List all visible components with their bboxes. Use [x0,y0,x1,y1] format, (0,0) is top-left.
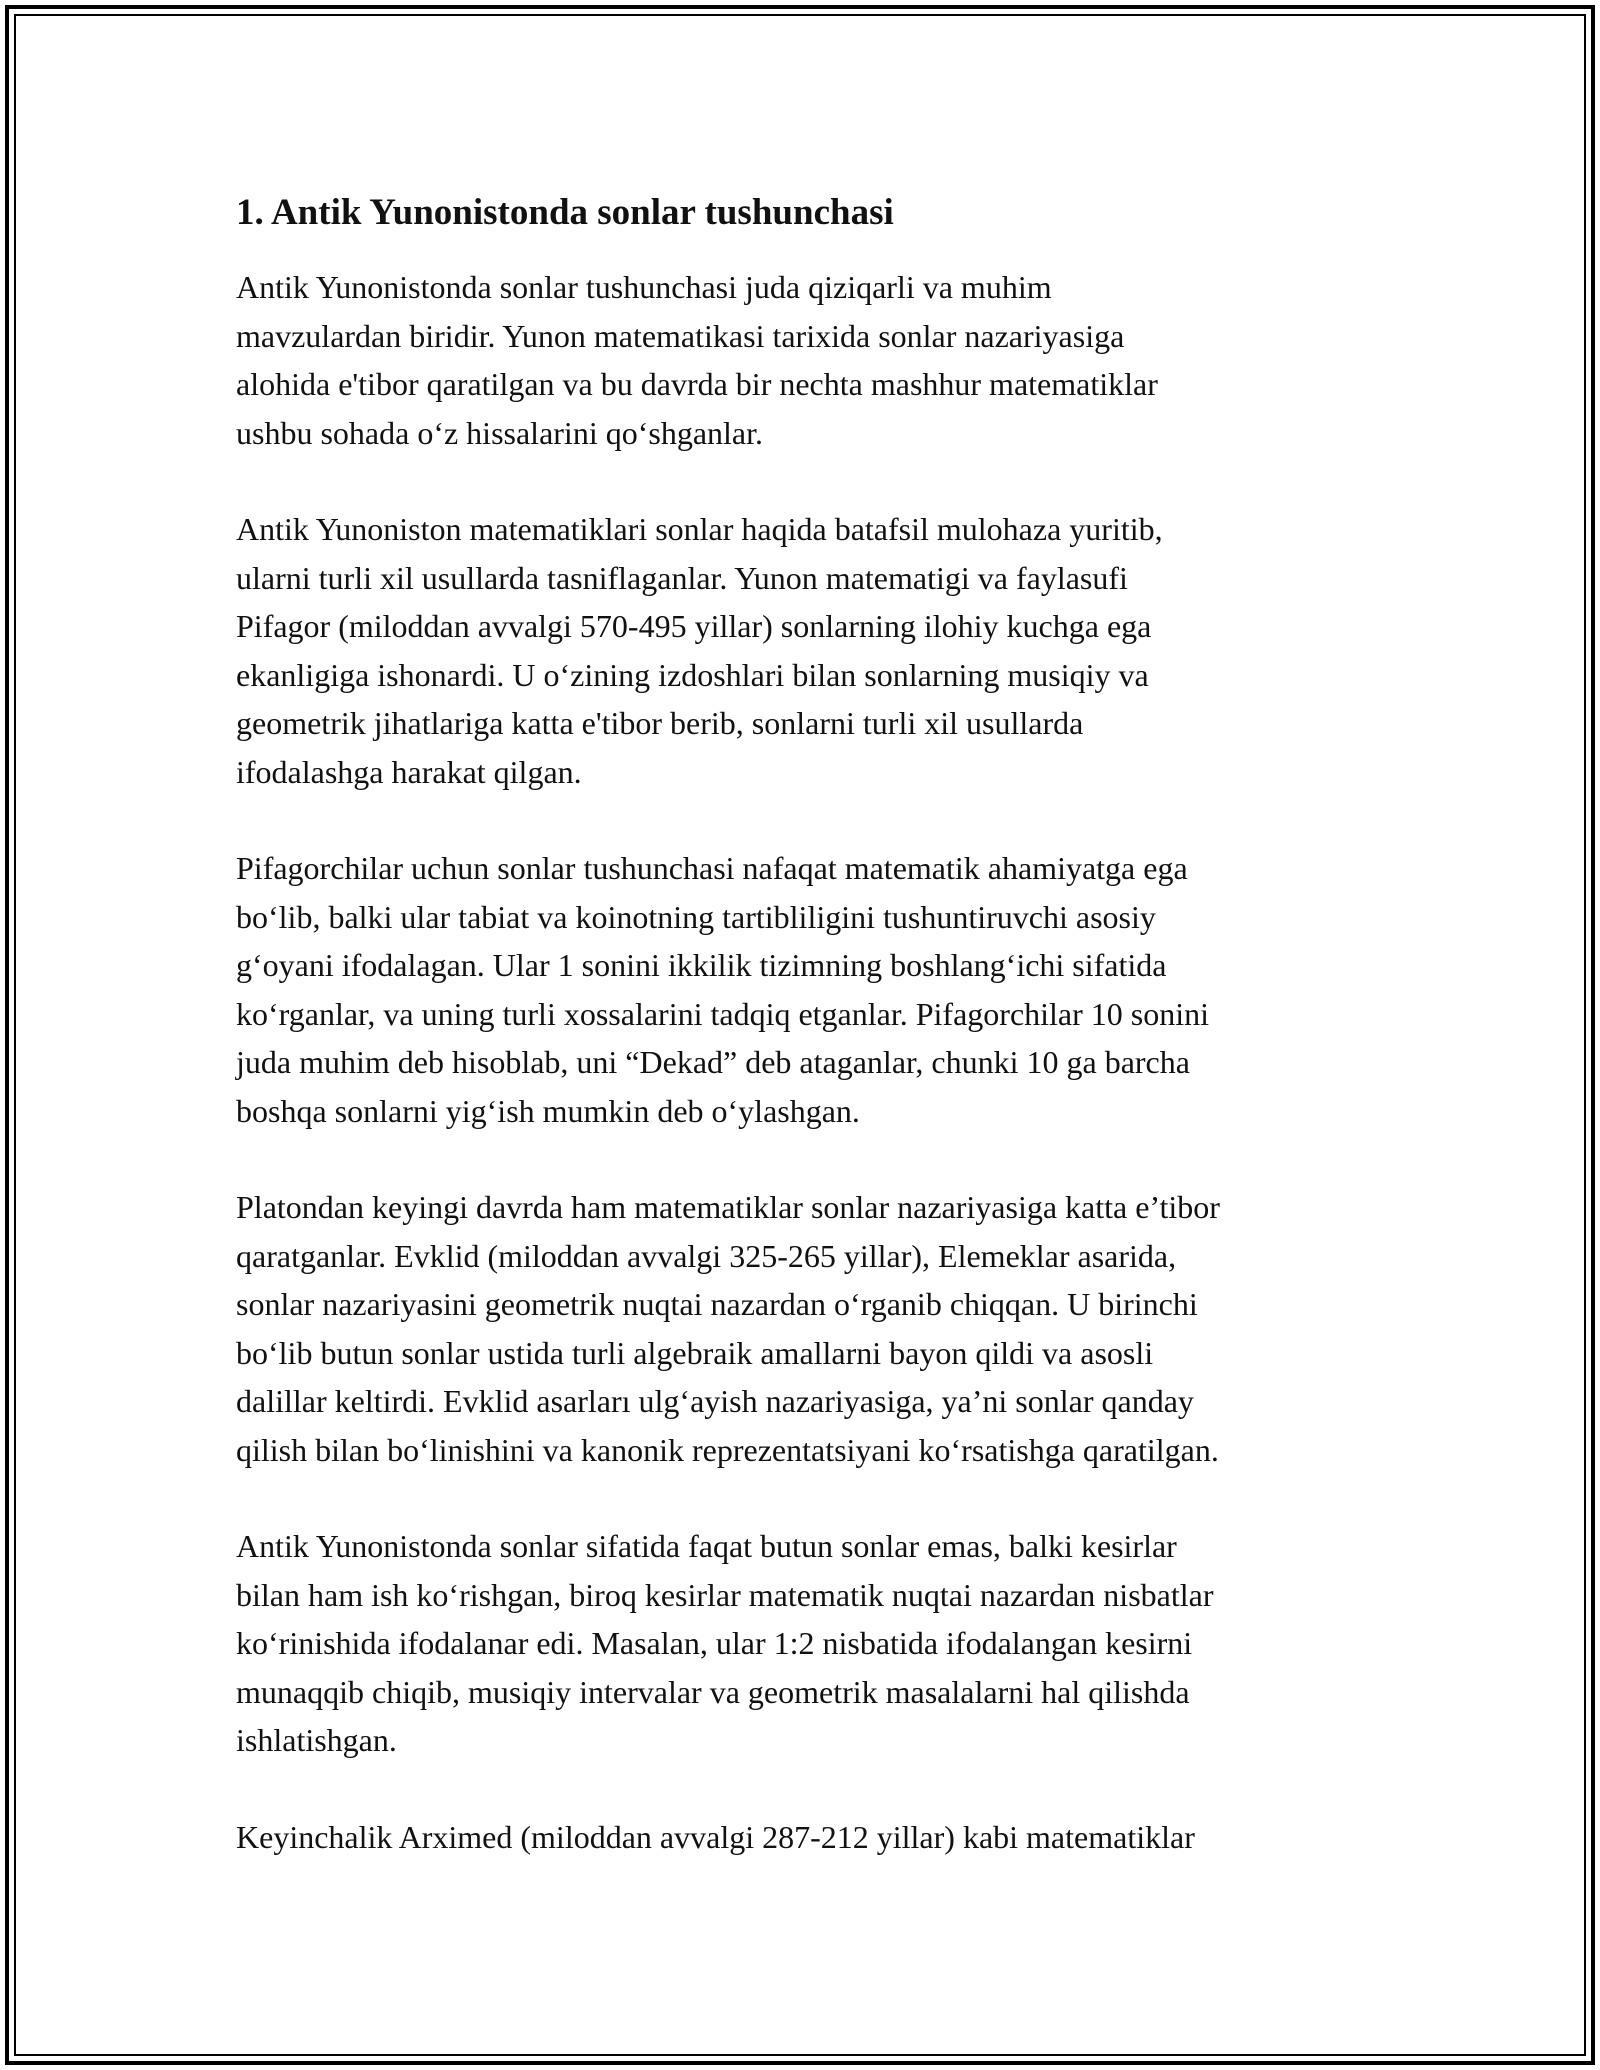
text-line: boshqa sonlarni yig‘ish mumkin deb o‘ylashgan. [236,1092,860,1129]
text-line: ko‘rinishida ifodalanar edi. Masalan, ular 1:2 nisbatida ifodalangan kesirni [236,1625,1193,1661]
text-line: munaqqib chiqib, musiqiy intervalar va geometrik masalalarni hal qilishda [236,1673,1190,1710]
document-title: 1. Antik Yunonistonda sonlar tushunchasi [236,192,894,233]
text-line: Antik Yunoniston matematiklari sonlar haqida batafsil mulohaza yuritib, [236,511,1163,547]
text-line: Pifagor (miloddan avvalgi 570-495 yillar) sonlarning ilohiy kuchga ega [236,608,1152,644]
text-line: alohida e'tibor qaratilgan va bu davrda bir nechta mashhur matematiklar [236,366,1158,402]
text-line: ushbu sohada o‘z hissalarini qo‘shganlar. [236,414,763,451]
text-line: ifodalashga harakat qilgan. [236,753,582,790]
text-line: ishlatishgan. [236,1722,397,1758]
text-line: qilish bilan bo‘linishini va kanonik reprezentatsiyani ko‘rsatishga qaratilgan. [236,1431,1219,1468]
text-line: Pifagorchilar uchun sonlar tushunchasi nafaqat matematik ahamiyatga ega [236,850,1188,886]
text-line: juda muhim deb hisoblab, uni “Dekad” deb ataganlar, chunki 10 ga barcha [236,1044,1190,1080]
paragraph-fractions [236,1522,1376,1765]
paragraph-archimedes [236,1813,1376,1862]
text-line: mavzulardan biridir. Yunon matematikasi tarixida sonlar nazariyasiga [236,317,1125,354]
text-line: Platondan keyingi davrda ham matematiklar sonlar nazariyasiga katta e’tibor [236,1189,1220,1225]
text-line: geometrik jihatlariga katta e'tibor berib, sonlarni turli xil usullarda [236,705,1084,741]
text-line: ko‘rganlar, va uning turli xossalarini tadqiq etganlar. Pifagorchilar 10 sonini [236,995,1210,1032]
document-body [236,185,1376,1909]
text-line: Antik Yunonistonda sonlar sifatida faqat butun sonlar emas, balki kesirlar [236,1528,1177,1564]
text-line: ekanligiga ishonardi. U o‘zining izdoshlari bilan sonlarning musiqiy va [236,656,1149,693]
text-line: Keyinchalik Arximed (miloddan avvalgi 287-212 yillar) kabi matematiklar [236,1818,1195,1855]
paragraph-euclid [236,1183,1376,1474]
text-line: bo‘lib butun sonlar ustida turli algebraik amallarni bayon qildi va asosli [236,1334,1154,1371]
paragraph-pythagoreans [236,844,1376,1135]
text-line: sonlar nazariyasini geometrik nuqtai nazardan o‘rganib chiqqan. U birinchi [236,1286,1198,1322]
text-line: bo‘lib, balki ular tabiat va koinotning tartibliligini tushuntiruvchi asosiy [236,898,1156,935]
paragraph-intro [236,263,1376,457]
text-line: g‘oyani ifodalagan. Ular 1 sonini ikkilik tizimning boshlang‘ichi sifatida [236,947,1167,983]
text-line: qaratganlar. Evklid (miloddan avvalgi 325-265 yillar), Elemeklar asarida, [236,1237,1177,1274]
text-line: bilan ham ish ko‘rishgan, biroq kesirlar matematik nuqtai nazardan nisbatlar [236,1576,1214,1613]
text-line: dalillar keltirdi. Evklid asarları ulg‘ayish nazariyasiga, ya’ni sonlar qanday [236,1383,1194,1419]
text-line: ularni turli xil usullarda tasniflaganlar. Yunon matematigi va faylasufi [236,559,1128,596]
text-line: Antik Yunonistonda sonlar tushunchasi juda qiziqarli va muhim [236,269,1052,305]
paragraph-pythagoras [236,505,1376,796]
